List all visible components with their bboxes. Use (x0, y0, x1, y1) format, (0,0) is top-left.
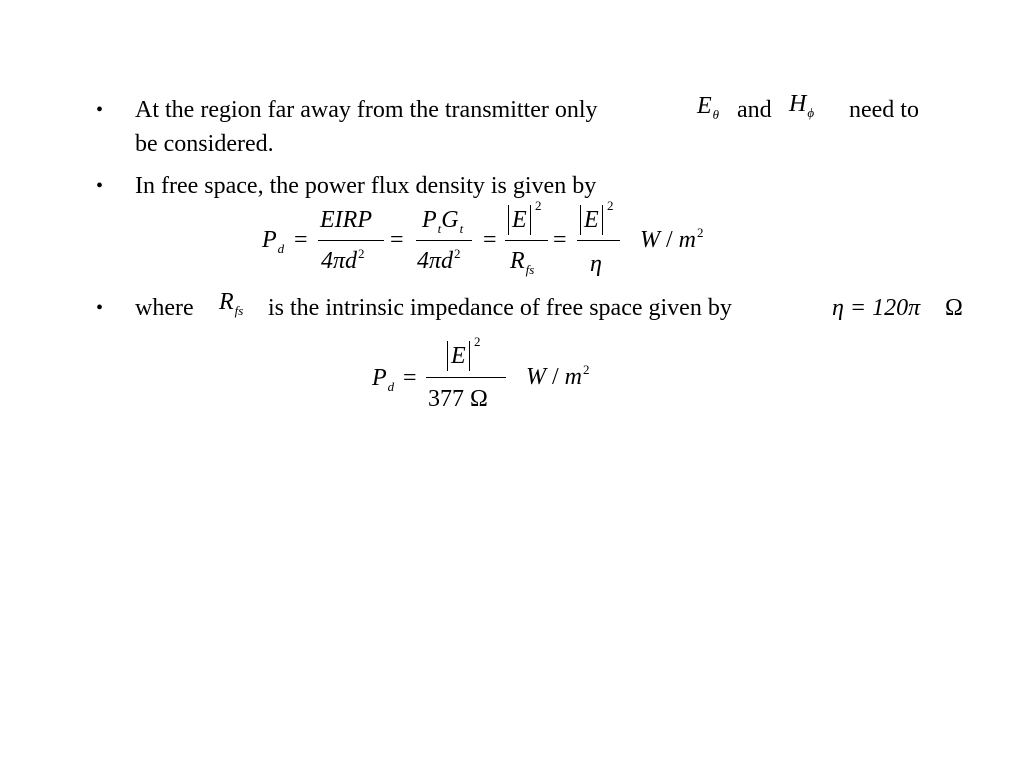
eq1-t1-den-exp: 2 (358, 246, 365, 261)
eq2-abs-left (447, 341, 448, 371)
eq2-lhs-sub: d (387, 379, 395, 394)
eta-expression: η = 120π (832, 295, 921, 321)
eq1-t2-p: P (422, 207, 437, 233)
eq2-abs-right (469, 341, 470, 371)
eq2-fraction-line (426, 377, 506, 378)
eq1-t1-fraction-line (318, 240, 384, 241)
eq1-t4-abs-left (580, 205, 581, 235)
r-fs-base: R (219, 289, 234, 315)
eq1-t3-den-base: R (510, 248, 525, 274)
eq2-unit-w: W (526, 364, 546, 390)
bullet-marker-1: • (96, 99, 104, 121)
eq1-equals-4: = (553, 227, 567, 253)
eq1-t2-den-coef: 4πd (417, 248, 454, 274)
eq1-t3-num-exp: 2 (535, 198, 542, 213)
eq1-t2-denominator (417, 247, 461, 278)
eq1-lhs-base: P (262, 227, 277, 253)
bullet-1-text-after: need to (849, 97, 919, 123)
eq1-unit-w: W (640, 227, 660, 253)
eq1-equals-3: = (483, 227, 497, 253)
e-theta-base: E (697, 93, 712, 119)
bullet-marker-3: • (96, 297, 104, 319)
eq1-t3-abs-right (530, 205, 531, 235)
eq1-t4-abs-right (602, 205, 603, 235)
h-phi-base: H (789, 91, 807, 117)
bullet-3-text-before: where (135, 295, 194, 321)
bullet-1-connector: and (737, 97, 772, 123)
e-theta-symbol (697, 92, 719, 123)
eq1-t3-numerator: E (512, 207, 527, 233)
eq1-t2-p-sub: t (437, 221, 442, 236)
eq1-t2-fraction-line (416, 240, 472, 241)
eq1-t4-fraction-line (577, 240, 620, 241)
eq1-t4-num-exp: 2 (607, 198, 614, 213)
eq1-t2-g: G (441, 207, 459, 233)
eq1-lhs (262, 226, 284, 257)
bullet-1-line-2: be considered. (135, 131, 274, 157)
eq1-unit-slash: / (666, 227, 673, 253)
eq2-denominator: 377 Ω (428, 386, 488, 412)
eq1-t2-g-sub: t (459, 221, 464, 236)
eq1-t1-numerator: EIRP (320, 207, 372, 233)
eq1-t4-numerator: E (584, 207, 599, 233)
eq1-unit-exp: 2 (697, 225, 704, 240)
eq1-t3-fraction-line (505, 240, 548, 241)
eq1-t4-denominator: η (590, 251, 602, 277)
eq1-t3-abs-left (508, 205, 509, 235)
eq2-unit-slash: / (552, 364, 559, 390)
eq1-t2-numerator (422, 206, 463, 237)
eq2-lhs-base: P (372, 365, 387, 391)
h-phi-sub: ϕ (807, 105, 815, 120)
eq1-lhs-sub: d (277, 241, 285, 256)
eq1-equals-1: = (294, 227, 308, 253)
eq1-t1-den-coef: 4πd (321, 248, 358, 274)
eq1-t3-den-sub: fs (525, 262, 535, 277)
eq1-unit (640, 226, 704, 257)
eq2-numerator: E (451, 343, 466, 369)
r-fs-sub: fs (234, 303, 244, 318)
h-phi-symbol (789, 90, 814, 121)
eq1-t2-den-exp: 2 (454, 246, 461, 261)
eq2-unit (526, 363, 590, 394)
eq1-t1-denominator (321, 247, 365, 278)
bullet-2-text: In free space, the power flux density is given by (135, 173, 597, 199)
e-theta-sub: θ (712, 107, 720, 122)
eq2-equals: = (403, 365, 417, 391)
omega-symbol: Ω (945, 295, 963, 321)
bullet-1-text-before: At the region far away from the transmitter only (135, 97, 598, 123)
eq2-unit-exp: 2 (583, 362, 590, 377)
bullet-3-text-after: is the intrinsic impedance of free space given by (268, 295, 732, 321)
eq1-unit-m: m (678, 227, 697, 253)
eq2-lhs (372, 364, 394, 395)
eq2-unit-m: m (564, 364, 583, 390)
bullet-marker-2: • (96, 175, 104, 197)
eq1-t3-denominator (510, 247, 534, 278)
r-fs-symbol (219, 288, 243, 319)
eq1-equals-2: = (390, 227, 404, 253)
eq2-num-exp: 2 (474, 334, 481, 349)
